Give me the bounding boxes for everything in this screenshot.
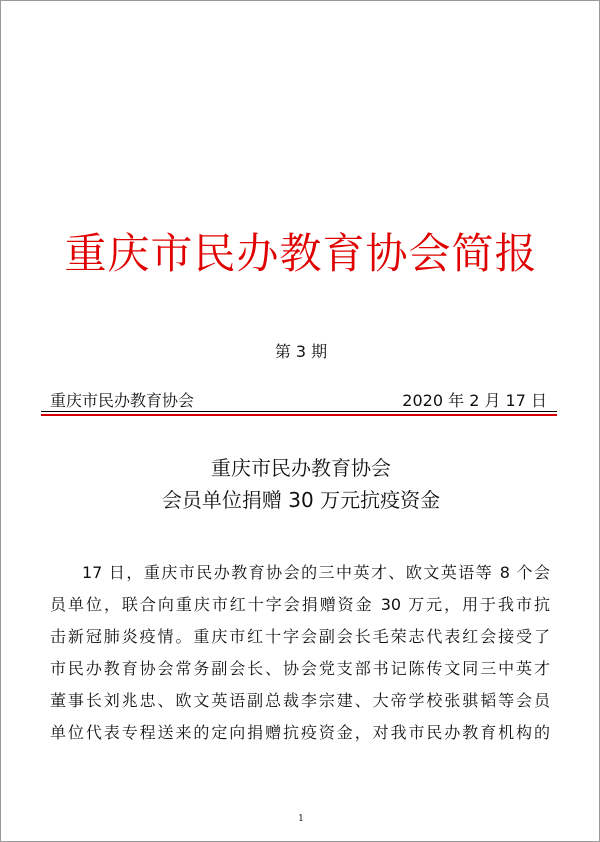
article-title-line-1: 重庆市民办教育协会: [211, 456, 391, 480]
header-organization: 重庆市民办教育协会: [50, 391, 195, 410]
header-rule-red: [41, 414, 557, 416]
article-title-line-2: 会员单位捐赠 30 万元抗疫资金: [161, 488, 441, 512]
issue-number: 第 3 期: [274, 342, 328, 361]
body-line-3: 击新冠肺炎疫情。重庆市红十字会副会长毛荣志代表红会接受了: [50, 627, 550, 646]
body-line-5: 董事长刘兆忠、欧文英语副总裁李宗建、大帝学校张骐韬等会员: [50, 691, 550, 710]
body-line-1: 17 日，重庆市民办教育协会的三中英才、欧文英语等 8 个会: [82, 563, 550, 582]
body-line-2: 员单位，联合向重庆市红十字会捐赠资金 30 万元，用于我市抗: [50, 595, 550, 614]
body-line-4: 市民办教育协会常务副会长、协会党支部书记陈传文同三中英才: [50, 659, 550, 678]
body-line-6: 单位代表专程送来的定向捐赠抗疫资金，对我市民办教育机构的: [50, 723, 550, 742]
header-rule-black: [41, 411, 557, 412]
bulletin-masthead: 重庆市民办教育协会简报: [64, 229, 538, 278]
header-date: 2020 年 2 月 17 日: [402, 391, 547, 410]
page-number: 1: [298, 814, 304, 824]
